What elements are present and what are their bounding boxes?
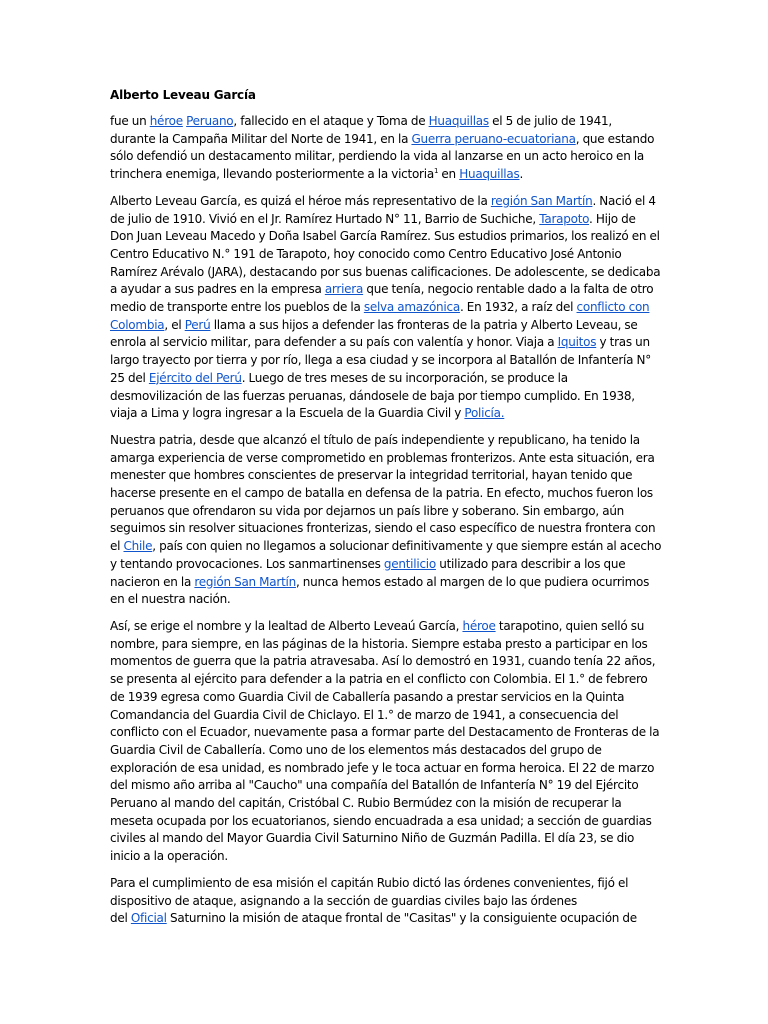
text-line: [110, 450, 658, 468]
text-run: de julio de 1910. Vivió en el Jr. Ramírez Hurtado N° 11, Barrio de Suchiche,: [110, 211, 540, 226]
text-run: Don Juan Leveau Macedo y Doña Isabel García Ramírez. Sus estudios primarios, los realizó en el: [110, 229, 660, 244]
inline-link[interactable]: héroe: [462, 618, 496, 633]
text-line: [110, 148, 658, 166]
text-run: se presenta al ejército para defender a la patria en el conflicto con Colombia. El 1.° de febrero: [110, 672, 648, 687]
text-run: el 5 de julio de 1941,: [488, 114, 612, 128]
inline-link[interactable]: Huaquillas: [428, 114, 489, 128]
text-run: en el nuestra nación.: [110, 592, 231, 607]
inline-link[interactable]: Colombia: [110, 317, 165, 332]
text-run: trinchera enemiga, llevando posteriormente a la victoria: [110, 167, 434, 182]
text-run: . En 1932, a raíz del: [459, 300, 577, 315]
text-run: .: [519, 167, 524, 182]
text-line: [110, 113, 658, 131]
inline-link[interactable]: Tarapoto: [539, 211, 590, 226]
text-run: Así, se erige el nombre y la lealtad de Alberto Leveaú García,: [110, 618, 463, 633]
text-line: [110, 591, 658, 609]
text-run: nacieron en la: [110, 574, 195, 589]
text-line: [110, 875, 658, 893]
text-run: Nuestra patria, desde que alcanzó el título de país independiente y republicano, ha tenido la: [110, 432, 640, 447]
text-run: desmovilización de las fuerzas peruanas, dándosele de baja por tiempo cumplido. En 1938,: [110, 388, 635, 403]
text-line: [110, 166, 658, 184]
inline-link[interactable]: Chile: [123, 539, 153, 554]
text-run: durante la Campaña Militar del Norte de 1941, en la: [110, 131, 412, 146]
text-line: [110, 724, 658, 742]
text-run: . Luego de tres meses de su incorporación, se produce la: [241, 370, 568, 385]
text-run: Ramírez Arévalo (JARA), destacando por sus buenas calificaciones. De adolescente, se dedicaba: [110, 264, 661, 279]
text-run: civiles al mando del Mayor Guardia Civil Saturnino Niño de Guzmán Padilla. El día 23, se dio: [110, 831, 635, 846]
text-line: [110, 556, 658, 574]
text-run: a ayudar a sus padres en la empresa: [110, 282, 325, 297]
text-line: [110, 503, 658, 521]
text-run: dispositivo de ataque, asignando a la sección de guardias civiles bajo las órdenes: [110, 893, 578, 908]
text-line: [110, 777, 658, 795]
text-run: tarapotino, quien selló su: [495, 618, 645, 633]
inline-link[interactable]: conflicto con: [576, 300, 650, 315]
text-line: [110, 830, 658, 848]
text-run: Guardia Civil de Caballería. Como uno de los elementos más destacados del grupo de: [110, 742, 602, 757]
text-line: [110, 742, 658, 760]
text-run: Comandancia del Guardia Civil de Chiclayo. El 1.° de marzo de 1941, a consecuencia del: [110, 707, 619, 722]
text-line: [110, 405, 658, 423]
text-line: [110, 246, 658, 264]
text-run: llama a sus hijos a defender las fronteras de la patria y Alberto Leveau, se: [210, 317, 638, 332]
text-run: menester que hombres conscientes de preservar la integridad territorial, hayan tenido que: [110, 468, 633, 483]
text-run: nombre, para siempre, en las páginas de la historia. Siempre estaba presto a participar en los: [110, 636, 648, 651]
text-run: . Hijo de: [589, 211, 636, 226]
text-run: fue un: [110, 114, 150, 128]
inline-link[interactable]: héroe: [149, 114, 183, 128]
text-line: [110, 618, 658, 636]
text-line: [110, 264, 661, 282]
text-run: meseta ocupada por los ecuatorianos, siendo encuadrada a esa unidad; a sección de guardias: [110, 813, 652, 828]
text-line: [110, 228, 658, 246]
text-run: y tras un: [596, 335, 650, 350]
text-line: [110, 299, 658, 317]
text-run: medio de transporte entre los pueblos de la: [110, 300, 364, 315]
text-run: viaja a Lima y logra ingresar a la Escuela de la Guardia Civil y: [110, 406, 465, 421]
text-line: [110, 485, 658, 503]
text-run: , país con quien no llegamos a solucionar definitivamente y que siempre están al acecho: [152, 539, 662, 554]
text-line: [110, 813, 658, 831]
text-line: [110, 131, 658, 149]
text-run: conflicto con el Ecuador, nuevamente pasa a formar parte del Destacamento de Fronteras de la: [110, 725, 660, 740]
text-line: [110, 636, 658, 654]
text-line: [110, 317, 658, 335]
text-run: Saturnino la misión de ataque frontal de "Casitas" y la consiguiente ocupación de: [166, 911, 637, 926]
text-line: [110, 388, 658, 406]
text-run: de 1939 egresa como Guardia Civil de Caballería pasando a prestar servicios en la Quinta: [110, 689, 625, 704]
text-line: [110, 334, 658, 352]
inline-link[interactable]: selva amazónica: [363, 300, 460, 315]
text-line: [110, 910, 658, 928]
text-line: [110, 538, 662, 556]
text-run: Para el cumplimiento de esa misión el capitán Rubio dictó las órdenes convenientes, fijó el: [110, 875, 629, 890]
text-run: sólo defendió un destacamento militar, perdiendo la vida al lanzarse en un acto heroico en la: [110, 149, 645, 164]
inline-link[interactable]: región San Martín: [194, 574, 296, 589]
text-run: el: [110, 539, 124, 554]
paragraph: [110, 875, 658, 928]
text-line: [110, 520, 658, 538]
text-run: del: [110, 911, 131, 926]
inline-link[interactable]: Perú: [184, 317, 211, 332]
footnote-marker[interactable]: 1: [433, 167, 439, 176]
text-run: Centro Educativo N.° 191 de Tarapoto, hoy conocido como Centro Educativo José Antonio: [110, 246, 622, 261]
text-run: hacerse presente en el campo de batalla en defensa de la patria. En efecto, muchos fueron los: [110, 486, 653, 501]
text-line: [110, 281, 658, 299]
text-line: [110, 848, 658, 866]
text-run: peruanos que ofrendaron su vida por dejarnos un país libre y soberano. Sin embargo, aún: [110, 503, 625, 518]
text-run: utilizado para describir a los que: [435, 556, 626, 571]
text-run: exploración de esa unidad, es nombrado jefe y le toca actuar en forma heroica. El 22 de marzo: [110, 760, 655, 775]
text-run: , que estando: [575, 131, 655, 146]
text-line: [110, 467, 658, 485]
document-page: [110, 86, 662, 937]
text-line: [110, 653, 658, 671]
text-line: [110, 893, 658, 911]
paragraph: [110, 618, 658, 866]
text-line: [110, 760, 658, 778]
text-line: [110, 432, 658, 450]
text-run: y tentando provocaciones. Los sanmartinenses: [110, 556, 384, 571]
inline-link[interactable]: Guerra peruano-ecuatoriana: [411, 131, 576, 146]
text-run: que tenía, negocio rentable dado a la falta de otro: [363, 282, 654, 297]
inline-link[interactable]: Peruano: [186, 114, 234, 128]
text-run: momentos de guerra que la patria atravesaba. Así lo demostró en 1931, cuando tenía 22 años,: [110, 654, 656, 669]
paragraph: [110, 193, 661, 423]
text-line: [110, 352, 658, 370]
text-line: [110, 370, 658, 388]
inline-link[interactable]: Iquitos: [557, 335, 597, 350]
text-run: inicio a la operación.: [110, 849, 228, 864]
text-line: [110, 707, 658, 725]
text-line: [110, 795, 658, 813]
text-run: largo trayecto por tierra y por río, llega a esa ciudad y se incorpora al Batallón de Infantería N°: [110, 353, 651, 368]
inline-link[interactable]: arriera: [324, 282, 364, 297]
text-run: , nunca hemos estado al margen de lo que pudiera ocurrimos: [295, 574, 650, 589]
text-run: 25 del: [110, 370, 149, 385]
document-title: Alberto Leveau García: [110, 88, 256, 102]
inline-link[interactable]: Ejército del Perú: [148, 370, 242, 385]
text-run: Peruano al mando del capitán, Cristóbal C. Rubio Bermúdez con la misión de recuperar la: [110, 796, 622, 811]
text-run: en: [438, 167, 460, 182]
inline-link[interactable]: Huaquillas: [459, 167, 520, 182]
text-run: , fallecido en el ataque y Toma de: [233, 114, 429, 128]
text-line: [110, 211, 658, 229]
inline-link[interactable]: gentilicio: [383, 556, 436, 571]
text-run: , el: [164, 317, 185, 332]
text-line: [110, 689, 658, 707]
inline-link[interactable]: región San Martín: [490, 193, 593, 208]
text-line: [110, 193, 658, 211]
inline-link[interactable]: Policía.: [464, 406, 505, 421]
text-run: enrola al servicio militar, para defender a su país con valentía y honor. Viaja a: [110, 335, 558, 350]
document-body: [110, 113, 662, 928]
text-run: Alberto Leveau García, es quizá el héroe más representativo de la: [110, 193, 491, 208]
paragraph: [110, 432, 662, 609]
inline-link[interactable]: Oficial: [130, 911, 167, 926]
text-run: del mismo año arriba al "Caucho" una compañía del Batallón de Infantería N° 19 del Ejército: [110, 778, 639, 793]
paragraph: [110, 113, 658, 184]
text-run: amarga experiencia de verse comprometido en problemas fronterizos. Ante esta situación, era: [110, 450, 655, 465]
text-line: [110, 671, 658, 689]
text-line: [110, 574, 658, 592]
text-run: . Nació el 4: [592, 193, 656, 208]
text-run: seguimos sin resolver situaciones fronterizas, siendo el caso específico de nuestra frontera con: [110, 521, 656, 536]
